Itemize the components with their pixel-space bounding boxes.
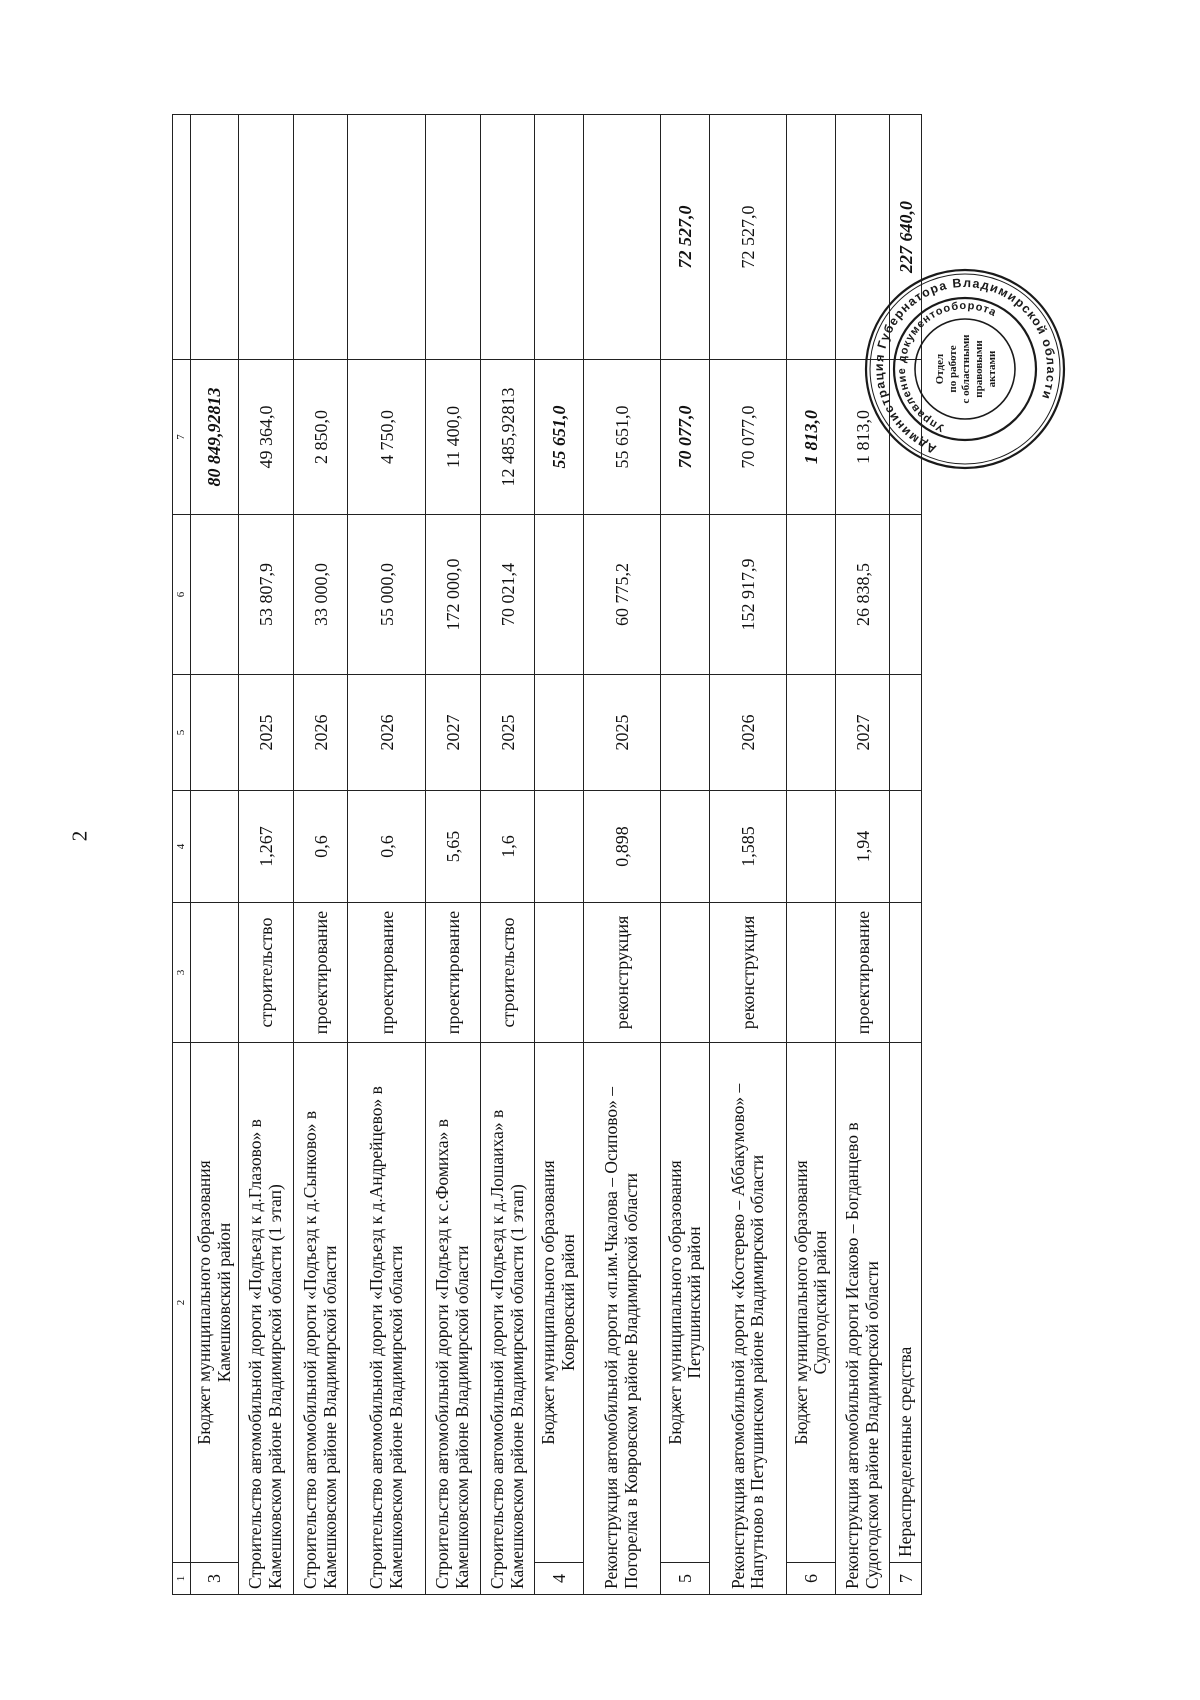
work-type: реконструкция — [583, 903, 661, 1043]
estimated-cost: 172 000,0 — [426, 515, 481, 675]
section-row — [661, 115, 709, 1595]
allocated-amount: 11 400,0 — [426, 360, 481, 515]
empty-cell — [190, 515, 238, 675]
stamp-outer-textpath: Администрация Губернатора Владимирской области — [871, 275, 1059, 457]
section-subtotal: 80 849,92813 — [190, 360, 238, 515]
empty-cell — [787, 515, 835, 675]
table-row — [293, 115, 348, 1595]
allocated-amount: 55 651,0 — [583, 360, 661, 515]
row-total — [348, 115, 426, 360]
empty-cell — [661, 515, 709, 675]
section-title — [535, 1043, 583, 1563]
empty-cell — [535, 515, 583, 675]
road-length: 1,585 — [709, 791, 787, 903]
allocated-amount: 49 364,0 — [239, 360, 294, 515]
estimated-cost: 53 807,9 — [239, 515, 294, 675]
road-length: 0,6 — [348, 791, 426, 903]
road-length: 0,898 — [583, 791, 661, 903]
completion-year: 2025 — [583, 675, 661, 791]
table-row — [426, 115, 481, 1595]
stamp-seal-icon — [862, 266, 1068, 472]
estimated-cost: 33 000,0 — [293, 515, 348, 675]
empty-cell — [535, 903, 583, 1043]
stamp-center-line1: Отдел — [934, 353, 946, 385]
table-row — [480, 115, 535, 1595]
header-col-2: 2 — [173, 1043, 191, 1563]
road-length: 5,65 — [426, 791, 481, 903]
section-total — [535, 115, 583, 360]
section-total — [787, 115, 835, 360]
object-name: Строительство автомобильной дороги «Подъезд к д.Лошаиха» в Камешковском районе Владимирской области (1 этап) — [480, 1043, 535, 1595]
empty-cell — [661, 675, 709, 791]
table-header-row — [173, 115, 191, 1595]
section-row — [190, 115, 238, 1595]
header-col-7: 7 — [173, 360, 191, 515]
row-total — [239, 115, 294, 360]
empty-cell — [787, 903, 835, 1043]
completion-year: 2026 — [293, 675, 348, 791]
allocated-amount: 70 077,0 — [709, 360, 787, 515]
empty-cell — [190, 675, 238, 791]
section-subtotal: 55 651,0 — [535, 360, 583, 515]
object-name: Строительство автомобильной дороги «Подъезд к д.Глазово» в Камешковском районе Владимирской области (1 этап) — [239, 1043, 294, 1595]
table-row — [709, 115, 787, 1595]
section-title — [190, 1043, 238, 1563]
section-title-line1: Бюджет муниципального образования — [790, 1160, 811, 1445]
work-type: проектирование — [293, 903, 348, 1043]
allocated-amount: 1 813,0 — [835, 360, 890, 515]
empty-cell — [890, 903, 922, 1043]
empty-cell — [787, 675, 835, 791]
section-num: 3 — [190, 1563, 238, 1595]
table-row — [583, 115, 661, 1595]
completion-year: 2027 — [426, 675, 481, 791]
row-total — [426, 115, 481, 360]
work-type: проектирование — [348, 903, 426, 1043]
stamp-center — [934, 334, 998, 404]
table-row — [239, 115, 294, 1595]
completion-year: 2026 — [709, 675, 787, 791]
allocated-amount: 2 850,0 — [293, 360, 348, 515]
unallocated-total: 227 640,0 — [890, 115, 922, 360]
stamp-center-line5: актами — [986, 350, 998, 388]
road-length: 1,94 — [835, 791, 890, 903]
section-title-line2: Ковровский район — [558, 1234, 579, 1371]
section-title-line1: Бюджет муниципального образования — [193, 1160, 214, 1445]
section-total — [190, 115, 238, 360]
allocated-amount: 12 485,92813 — [480, 360, 535, 515]
table-row — [348, 115, 426, 1595]
section-title-line1: Бюджет муниципального образования — [538, 1160, 559, 1445]
empty-cell — [661, 791, 709, 903]
section-row — [535, 115, 583, 1595]
estimated-cost: 55 000,0 — [348, 515, 426, 675]
row-total — [480, 115, 535, 360]
table-rotation-frame — [172, 115, 922, 1595]
row-total — [583, 115, 661, 360]
header-col-3: 3 — [173, 903, 191, 1043]
empty-cell — [190, 903, 238, 1043]
section-subtotal: 70 077,0 — [661, 360, 709, 515]
header-col-8 — [173, 115, 191, 360]
stamp-center-line3: с областными — [960, 334, 972, 404]
table-rotated — [172, 115, 922, 1595]
empty-cell — [890, 675, 922, 791]
work-type: проектирование — [426, 903, 481, 1043]
completion-year: 2025 — [239, 675, 294, 791]
section-title-line2: Судогодский район — [810, 1230, 831, 1375]
section-num: 5 — [661, 1563, 709, 1595]
empty-cell — [661, 903, 709, 1043]
completion-year: 2027 — [835, 675, 890, 791]
page-number: 2 — [67, 830, 92, 842]
section-title — [787, 1043, 835, 1563]
completion-year: 2026 — [348, 675, 426, 791]
budget-table — [172, 114, 922, 1595]
header-col-4: 4 — [173, 791, 191, 903]
stamp-center-line2: по работе — [947, 345, 959, 393]
section-title — [661, 1043, 709, 1563]
section-title-line1: Бюджет муниципального образования — [664, 1160, 685, 1445]
object-name: Реконструкция автомобильной дороги Исаково – Богданцево в Судогодском районе Владимирской области — [835, 1043, 890, 1595]
section-total: 72 527,0 — [661, 115, 709, 360]
empty-cell — [890, 515, 922, 675]
stamp-center-line4: правовыми — [973, 340, 985, 398]
stamp-inner-textpath: Управление документооборота — [895, 299, 999, 434]
row-total: 72 527,0 — [709, 115, 787, 360]
object-name: Реконструкция автомобильной дороги «п.им.Чкалова – Осипово» – Погорелка в Ковровском районе Владимирской области — [583, 1043, 661, 1595]
work-type: реконструкция — [709, 903, 787, 1043]
road-length: 0,6 — [293, 791, 348, 903]
estimated-cost: 26 838,5 — [835, 515, 890, 675]
work-type: строительство — [239, 903, 294, 1043]
estimated-cost: 152 917,9 — [709, 515, 787, 675]
section-title-line2: Камешковский район — [213, 1222, 234, 1383]
estimated-cost: 60 775,2 — [583, 515, 661, 675]
header-col-5: 5 — [173, 675, 191, 791]
row-total — [293, 115, 348, 360]
empty-cell — [535, 791, 583, 903]
object-name: Реконструкция автомобильной дороги «Костерево – Аббакумово» – Напутново в Петушинском районе Владимирской области — [709, 1043, 787, 1595]
section-num: 6 — [787, 1563, 835, 1595]
completion-year: 2025 — [480, 675, 535, 791]
road-length: 1,6 — [480, 791, 535, 903]
header-col-1: 1 — [173, 1563, 191, 1595]
empty-cell — [535, 675, 583, 791]
section-num: 4 — [535, 1563, 583, 1595]
work-type: строительство — [480, 903, 535, 1043]
object-name: Строительство автомобильной дороги «Подъезд к д.Андрейцево» в Камешковском районе Владимирской области — [348, 1043, 426, 1595]
estimated-cost: 70 021,4 — [480, 515, 535, 675]
road-length: 1,267 — [239, 791, 294, 903]
header-col-6: 6 — [173, 515, 191, 675]
allocated-amount: 4 750,0 — [348, 360, 426, 515]
unallocated-label: Нераспределенные средства — [890, 1043, 922, 1563]
section-num: 7 — [890, 1563, 922, 1595]
object-name: Строительство автомобильной дороги «Подъезд к д.Сынково» в Камешковском районе Владимирской области — [293, 1043, 348, 1595]
official-stamp — [862, 266, 1068, 472]
empty-cell — [787, 791, 835, 903]
work-type: проектирование — [835, 903, 890, 1043]
section-subtotal: 1 813,0 — [787, 360, 835, 515]
empty-cell — [190, 791, 238, 903]
section-row — [787, 115, 835, 1595]
object-name: Строительство автомобильной дороги «Подъезд к с.Фомиха» в Камешковском районе Владимирской области — [426, 1043, 481, 1595]
section-title-line2: Петушинский район — [684, 1226, 705, 1379]
empty-cell — [890, 791, 922, 903]
